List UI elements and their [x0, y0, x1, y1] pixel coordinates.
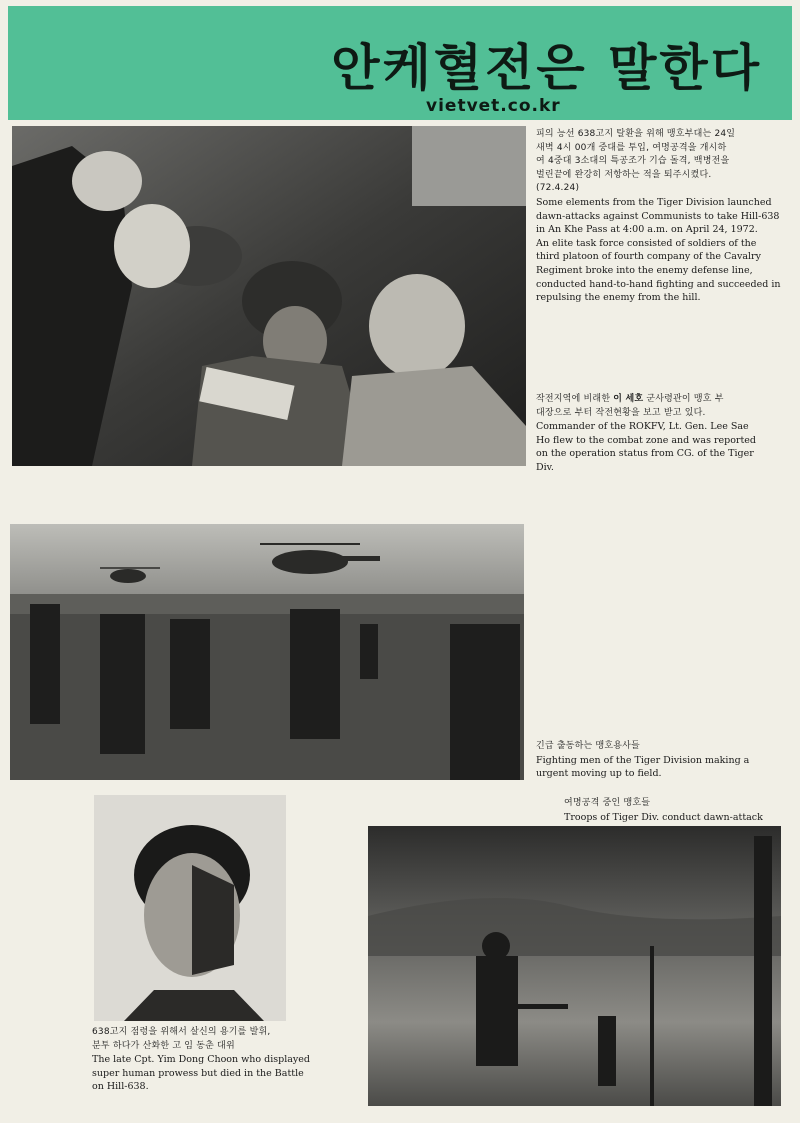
caption-en-line: in An Khe Pass at 4:00 a.m. on April 24, 1972.: [536, 224, 758, 236]
caption-en-line: Fighting men of the Tiger Division making a: [536, 754, 750, 766]
caption-portrait: [92, 1026, 352, 1094]
caption-en-line: third platoon of fourth company of the Cavalry: [536, 251, 761, 263]
caption-en-line: The late Cpt. Yim Dong Choon who displayed: [92, 1054, 310, 1066]
caption-en-line: dawn-attacks against Communists to take Hill-638: [536, 210, 780, 222]
caption-en-line: Regiment broke into the enemy defense line,: [536, 264, 753, 276]
caption-dawn-attack: [564, 797, 790, 824]
caption-en-line: Some elements from the Tiger Division launched: [536, 196, 772, 208]
caption-ko-line: 벌린끝에 완강히 저항하는 적을 퇴주시켰다.: [536, 169, 712, 180]
caption-en-line: repulsing the enemy from the hill.: [536, 292, 701, 304]
caption-en-line: super human prowess but died in the Battle: [92, 1067, 304, 1079]
caption-ko-line: 새벽 4시 00개 중대를 투입, 여명공격을 개시하: [536, 142, 727, 153]
caption-en-line: conducted hand-to-hand fighting and succeeded in: [536, 278, 781, 290]
photo-troops-helicopters: [10, 524, 524, 780]
caption-ko-name: 이 세호: [613, 394, 644, 404]
caption-en-line: An elite task force consisted of soldiers of the: [536, 237, 757, 249]
caption-ko-line: 여명공격 중인 맹호들: [564, 798, 651, 808]
header-band: [8, 6, 792, 120]
caption-ko-pre: 작전지역에 비래한: [536, 394, 614, 404]
photo-portrait-yim-dong-choon: [94, 795, 286, 1021]
caption-en-line: Div.: [536, 461, 554, 473]
caption-ko-line: 긴급 출동하는 맹호용사들: [536, 741, 640, 751]
caption-date: (72.4.24): [536, 183, 580, 194]
caption-en-line: Commander of the ROKFV, Lt. Gen. Lee Sae: [536, 421, 749, 433]
caption-en-line: on the operation status from CG. of the Tiger: [536, 448, 754, 460]
caption-ko-line: 638고지 점령을 위해서 살신의 용기를 발휘,: [92, 1027, 271, 1037]
caption-en-line: urgent moving up to field.: [536, 768, 662, 780]
caption-en-line: on Hill-638.: [92, 1081, 149, 1093]
site-url: vietvet.co.kr: [426, 96, 561, 116]
caption-ko-post: 군사령관이 맹호 부: [643, 394, 724, 404]
caption-ko-line: 대장으로 부터 작전현황을 보고 받고 있다.: [536, 407, 706, 418]
caption-urgent-moving: [536, 740, 786, 781]
caption-commander-visit: [536, 393, 786, 475]
caption-hill-638-attack: [536, 128, 786, 305]
page-title: 안케혈전은 말한다: [331, 39, 762, 97]
caption-ko-line: 분투 하다가 산화한 고 임 동춘 대위: [92, 1040, 235, 1051]
caption-ko-line: [536, 393, 786, 407]
caption-en-line: Ho flew to the combat zone and was reported: [536, 434, 756, 446]
caption-ko-line: 여 4중대 3소대의 특공조가 기습 돌격, 백병전을: [536, 156, 730, 167]
caption-ko-line: 피의 능선 638고지 탈환을 위해 맹호부대는 24일: [536, 129, 736, 139]
photo-generals-briefing: [12, 126, 526, 466]
caption-en-line: Troops of Tiger Div. conduct dawn-attack: [564, 811, 763, 823]
photo-dawn-attack: [368, 826, 781, 1106]
